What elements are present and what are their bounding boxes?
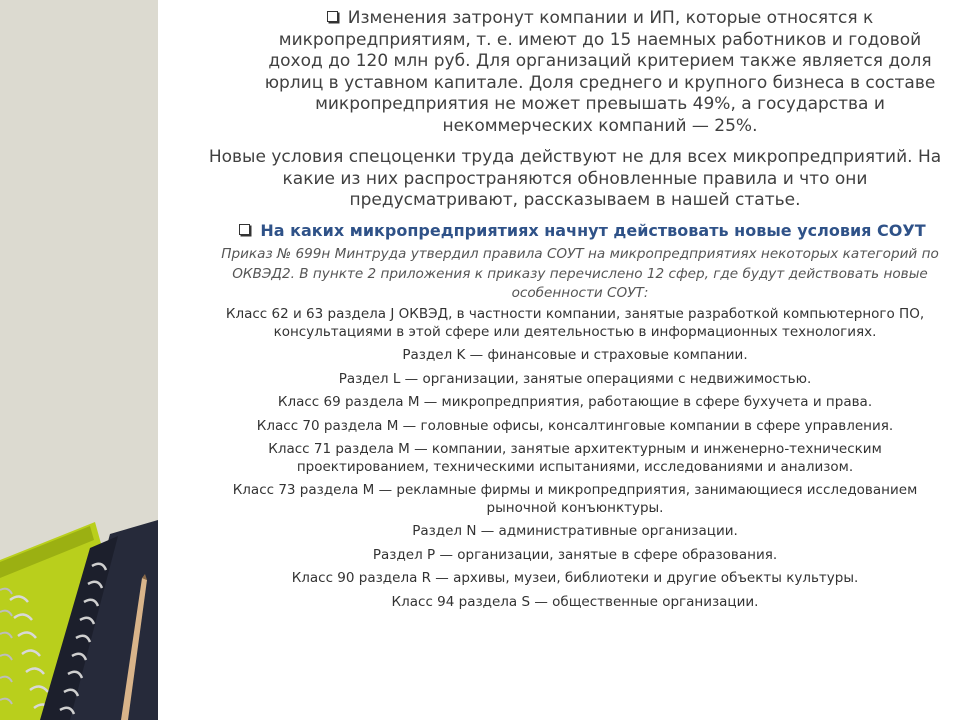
order-intro: Приказ № 699н Минтруда утвердил правила СОУТ на микропредприятиях некоторых категорий по ОКВЭД2. В пункте 2 приложения к приказу перечислено 12 сфер, где будут действовать новые особенности СОУТ:	[221, 246, 939, 301]
list-item: Класс 69 раздела M — микропредприятия, работающие в сфере бухучета и права.	[277, 394, 873, 410]
decorative-sidebar	[0, 0, 158, 720]
section-heading	[220, 220, 945, 242]
list-item: Раздел L — организации, занятые операциями с недвижимостью.	[338, 370, 812, 387]
list-item: Класс 62 и 63 раздела J ОКВЭД, в частности компании, занятые разработкой компьютерного ПО, консультациями в этой сфере или деятельностью в информационных технологиях.	[225, 306, 925, 340]
intro-paragraph-text: Изменения затронут компании и ИП, которые относятся к микропредприятиям, т. е. имеют до 15 наемных работников и годовой доход до 120 млн руб. Для организаций критерием также является доля юрлиц в уставном капитале. Доля среднего и крупного бизнеса в составе микропредприятия не может превышать 49%, а государства и некоммерческих компаний — 25%.	[264, 8, 936, 136]
list-item: Класс 70 раздела M — головные офисы, консалтинговые компании в сфере управления.	[256, 417, 894, 434]
list-item: Класс 94 раздела S — общественные организации.	[391, 593, 759, 610]
checkbox-bullet-icon	[327, 11, 338, 22]
intro-paragraph	[255, 8, 945, 137]
slide-content	[205, 0, 945, 720]
list-item: Раздел N — административные организации.	[412, 523, 738, 539]
list-item: Класс 90 раздела R — архивы, музеи, библиотеки и другие объекты культуры.	[291, 570, 859, 586]
notebook-pencil-illustration	[0, 0, 158, 720]
list-item: Раздел P — организации, занятые в сфере образования.	[372, 546, 778, 563]
conditions-paragraph: Новые условия спецоценки труда действуют не для всех микропредприятий. На какие из них распространяются обновленные правила и что они предусматривают, рассказываем в нашей статье.	[208, 147, 942, 210]
sector-list	[205, 306, 945, 617]
list-item: Класс 71 раздела M — компании, занятые архитектурным и инженерно-техническим проектированием, техническими испытаниями, исследованиями и анализом.	[268, 441, 882, 475]
section-heading-text: На каких микропредприятиях начнут действовать новые условия СОУТ	[260, 221, 926, 240]
checkbox-bullet-icon	[239, 224, 250, 235]
list-item: Раздел K — финансовые и страховые компании.	[402, 347, 748, 363]
list-item: Класс 73 раздела M — рекламные фирмы и микропредприятия, занимающиеся исследованием рыночной конъюнктуры.	[232, 482, 918, 516]
